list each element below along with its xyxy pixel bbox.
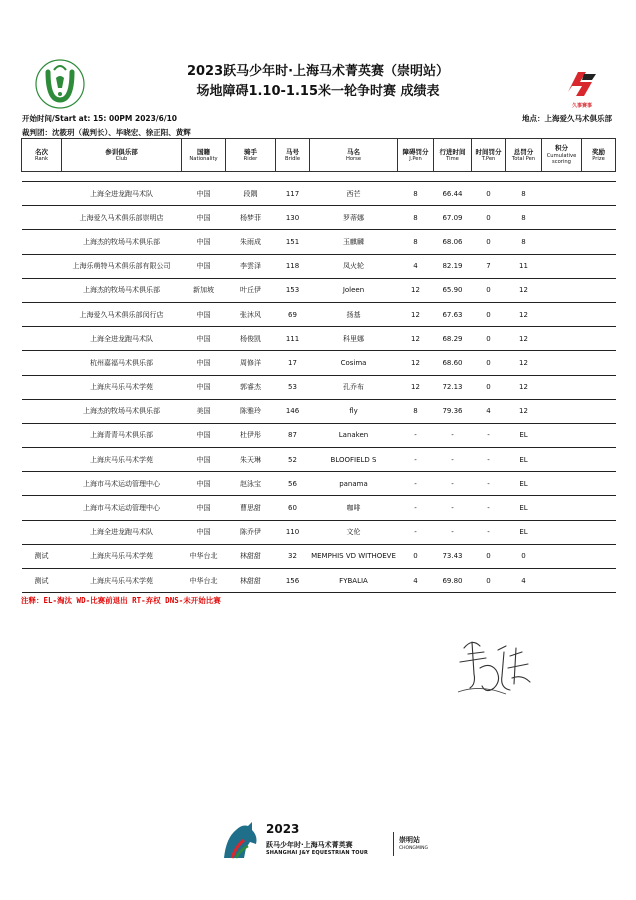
cell-jpen: - <box>398 496 434 520</box>
table-row <box>22 278 616 302</box>
cell-bridle: 156 <box>276 569 310 593</box>
cell-bridle: 118 <box>276 254 310 278</box>
cell-rider: 赵泳宝 <box>226 472 276 496</box>
table-row <box>22 375 616 399</box>
cell-jpen: - <box>398 520 434 544</box>
column-header-en: Bridle <box>284 155 301 162</box>
cell-club: 上海全进龙跑马术队 <box>62 520 182 544</box>
cell-time: 66.44 <box>434 182 472 206</box>
cell-horse: 罗蒂娜 <box>310 206 398 230</box>
column-header-cn: 奖励 <box>592 147 605 156</box>
cell-rank <box>22 448 62 472</box>
cell-jpen: 8 <box>398 399 434 423</box>
column-header <box>226 139 276 172</box>
cell-rank <box>22 351 62 375</box>
cell-nat: 中国 <box>182 254 226 278</box>
cell-prize <box>582 399 616 423</box>
cell-horse: 孔乔布 <box>310 375 398 399</box>
cell-cum <box>542 569 582 593</box>
cell-total: EL <box>506 496 542 520</box>
column-header-cn: 行进时间 <box>439 147 466 156</box>
column-header-en: Cumulative scoring <box>546 152 577 166</box>
column-header-en: Club <box>115 155 128 162</box>
cell-rank <box>22 254 62 278</box>
table-spacer-row <box>22 172 616 182</box>
cell-prize <box>582 472 616 496</box>
cell-rank <box>22 182 62 206</box>
cell-rider: 杨梦菲 <box>226 206 276 230</box>
column-header-en: Rider <box>243 155 258 162</box>
cell-bridle: 60 <box>276 496 310 520</box>
cell-rider: 李雲泽 <box>226 254 276 278</box>
cell-rider: 叶丘伊 <box>226 278 276 302</box>
cell-tpen: 0 <box>472 278 506 302</box>
cell-prize <box>582 520 616 544</box>
footer-title: 2023 <box>266 822 300 836</box>
cell-nat: 中国 <box>182 230 226 254</box>
column-header-en: T.Pen <box>481 155 496 162</box>
table-row <box>22 182 616 206</box>
cell-nat: 中华台北 <box>182 544 226 568</box>
jiushi-logo-text: 久事赛事 <box>571 103 592 109</box>
column-header-cn: 时间罚分 <box>475 147 502 156</box>
cell-rank <box>22 520 62 544</box>
cell-cum <box>542 351 582 375</box>
cell-cum <box>542 206 582 230</box>
table-row <box>22 423 616 447</box>
cell-rider: 朱天琳 <box>226 448 276 472</box>
table-header-row <box>22 139 616 172</box>
column-header-cn: 马号 <box>286 147 299 156</box>
column-header <box>582 139 616 172</box>
cell-total: 8 <box>506 230 542 254</box>
cell-rank <box>22 327 62 351</box>
cell-jpen: 4 <box>398 569 434 593</box>
cell-cum <box>542 230 582 254</box>
start-time: 开始时间/Start at: 15: 00PM 2023/6/10 <box>22 114 178 123</box>
cell-rider: 杜伊彤 <box>226 423 276 447</box>
cell-tpen: 0 <box>472 302 506 326</box>
cell-club: 上海全进龙跑马术队 <box>62 327 182 351</box>
cell-total: 12 <box>506 278 542 302</box>
table-row <box>22 496 616 520</box>
cell-jpen: 4 <box>398 254 434 278</box>
column-header-cn: 障碍罚分 <box>402 147 429 156</box>
cell-horse: Cosima <box>310 351 398 375</box>
cell-rank <box>22 496 62 520</box>
cell-bridle: 146 <box>276 399 310 423</box>
cell-tpen: - <box>472 520 506 544</box>
cell-prize <box>582 206 616 230</box>
column-header-cn: 积分 <box>555 144 568 153</box>
cell-club: 上海市马术运动管理中心 <box>62 472 182 496</box>
cell-total: 0 <box>506 544 542 568</box>
table-row <box>22 230 616 254</box>
cell-club: 上海市马术运动管理中心 <box>62 496 182 520</box>
cell-nat: 中国 <box>182 496 226 520</box>
column-header-cn: 国籍 <box>197 147 210 156</box>
cell-rider: 曹思甜 <box>226 496 276 520</box>
cell-bridle: 53 <box>276 375 310 399</box>
table-row <box>22 399 616 423</box>
footer-english: SHANGHAI J&Y EQUESTRIAN TOUR <box>266 850 369 856</box>
table-row <box>22 520 616 544</box>
cell-cum <box>542 520 582 544</box>
column-header-en: Rank <box>35 155 48 162</box>
cell-prize <box>582 327 616 351</box>
cell-tpen: - <box>472 448 506 472</box>
cell-nat: 中华台北 <box>182 569 226 593</box>
column-header <box>182 139 226 172</box>
cell-time: 72.13 <box>434 375 472 399</box>
cell-cum <box>542 448 582 472</box>
cell-jpen: 12 <box>398 278 434 302</box>
column-header <box>398 139 434 172</box>
cell-prize <box>582 544 616 568</box>
cell-horse: 西芒 <box>310 182 398 206</box>
cell-club: 杭州嘉福马术俱乐部 <box>62 351 182 375</box>
table-row <box>22 569 616 593</box>
footer-logo <box>206 818 432 868</box>
judges: 裁判团：沈筱玥（裁判长）、毕晓宏、徐正阳、黄辉 <box>22 128 191 137</box>
table-row <box>22 254 616 278</box>
column-header-en: Nationality <box>189 155 218 162</box>
cell-prize <box>582 182 616 206</box>
cell-horse: 扬基 <box>310 302 398 326</box>
cell-cum <box>542 399 582 423</box>
footer-subtitle: 跃马少年时·上海马术菁英赛 <box>266 841 353 849</box>
footer-divider <box>393 832 394 856</box>
cell-bridle: 151 <box>276 230 310 254</box>
horse-head-logo-icon <box>218 818 262 862</box>
page-subtitle: 场地障碍1.10-1.15米一轮争时赛 成绩表 <box>196 84 440 99</box>
cell-prize <box>582 254 616 278</box>
cell-club: 上海全进龙跑马术队 <box>62 182 182 206</box>
cell-nat: 中国 <box>182 182 226 206</box>
signature-image <box>450 628 540 703</box>
cell-cum <box>542 182 582 206</box>
column-header-cn: 总罚分 <box>513 147 534 156</box>
cell-total: 12 <box>506 351 542 375</box>
cell-prize <box>582 230 616 254</box>
cell-rank <box>22 375 62 399</box>
cell-jpen: 0 <box>398 544 434 568</box>
cell-time: 65.90 <box>434 278 472 302</box>
cell-total: EL <box>506 472 542 496</box>
cell-nat: 中国 <box>182 520 226 544</box>
cell-prize <box>582 375 616 399</box>
cell-bridle: 32 <box>276 544 310 568</box>
cell-nat: 新加坡 <box>182 278 226 302</box>
column-header-en: Horse <box>345 155 362 162</box>
cell-rider: 杨俊凯 <box>226 327 276 351</box>
venue: 地点：上海爱久马术俱乐部 <box>522 114 612 123</box>
column-header <box>22 139 62 172</box>
column-header <box>276 139 310 172</box>
cell-total: 12 <box>506 327 542 351</box>
table-row <box>22 302 616 326</box>
cell-rank <box>22 472 62 496</box>
column-header <box>62 139 182 172</box>
cell-bridle: 56 <box>276 472 310 496</box>
cell-rider: 陈雅玲 <box>226 399 276 423</box>
cell-time: 82.19 <box>434 254 472 278</box>
cell-total: 8 <box>506 206 542 230</box>
cell-horse: 凤火轮 <box>310 254 398 278</box>
cell-cum <box>542 423 582 447</box>
cell-horse: BLOOFIELD S <box>310 448 398 472</box>
cell-jpen: 8 <box>398 206 434 230</box>
table-row <box>22 472 616 496</box>
cell-horse: MEMPHIS VD WITHOEVE <box>310 544 398 568</box>
cell-bridle: 111 <box>276 327 310 351</box>
cell-rider: 林甜甜 <box>226 544 276 568</box>
cell-nat: 中国 <box>182 327 226 351</box>
cell-nat: 美国 <box>182 399 226 423</box>
cell-prize <box>582 496 616 520</box>
cell-rank <box>22 278 62 302</box>
column-header <box>310 139 398 172</box>
cell-jpen: - <box>398 448 434 472</box>
cell-horse: fly <box>310 399 398 423</box>
cell-jpen: - <box>398 423 434 447</box>
cell-club: 上海庆马乐马术学苑 <box>62 544 182 568</box>
footer-site: 崇明站 <box>399 836 420 844</box>
cell-horse: FYBALIA <box>310 569 398 593</box>
cell-total: 4 <box>506 569 542 593</box>
cell-tpen: 0 <box>472 569 506 593</box>
cell-rider: 张沐风 <box>226 302 276 326</box>
page-title: 2023跃马少年时·上海马术菁英赛（崇明站） <box>186 64 450 79</box>
column-header-en: Time <box>446 155 459 162</box>
cell-horse: 科里娜 <box>310 327 398 351</box>
cell-club: 上海庆马乐马术学苑 <box>62 448 182 472</box>
cell-jpen: 8 <box>398 230 434 254</box>
cell-rank: 测试 <box>22 569 62 593</box>
cell-tpen: 7 <box>472 254 506 278</box>
cell-prize <box>582 302 616 326</box>
cell-prize <box>582 351 616 375</box>
cell-horse: 文伦 <box>310 520 398 544</box>
column-header-cn: 参训俱乐部 <box>105 147 138 156</box>
cell-time: 68.29 <box>434 327 472 351</box>
cell-rider: 陈乔伊 <box>226 520 276 544</box>
cell-time: 73.43 <box>434 544 472 568</box>
cell-bridle: 69 <box>276 302 310 326</box>
cell-club: 上海爱久马术俱乐部闵行店 <box>62 302 182 326</box>
cell-bridle: 52 <box>276 448 310 472</box>
cell-club: 上海杰的牧场马术俱乐部 <box>62 399 182 423</box>
column-header <box>472 139 506 172</box>
cell-tpen: 0 <box>472 206 506 230</box>
cell-jpen: 12 <box>398 375 434 399</box>
cell-prize <box>582 423 616 447</box>
cell-jpen: 12 <box>398 302 434 326</box>
cell-tpen: - <box>472 472 506 496</box>
cell-club: 上海庆马乐马术学苑 <box>62 375 182 399</box>
column-header-cn: 马名 <box>347 147 360 156</box>
cell-time: 69.80 <box>434 569 472 593</box>
results-table <box>21 138 616 593</box>
cell-bridle: 110 <box>276 520 310 544</box>
column-header-en: Prize <box>592 155 605 162</box>
cell-tpen: - <box>472 423 506 447</box>
cell-horse: Joleen <box>310 278 398 302</box>
column-header <box>506 139 542 172</box>
cell-horse: panama <box>310 472 398 496</box>
cell-rank <box>22 399 62 423</box>
cell-jpen: 12 <box>398 351 434 375</box>
cell-total: EL <box>506 520 542 544</box>
cell-total: 8 <box>506 182 542 206</box>
cell-nat: 中国 <box>182 302 226 326</box>
cell-rider: 周修洋 <box>226 351 276 375</box>
cell-club: 上海青青马术俱乐部 <box>62 423 182 447</box>
cell-prize <box>582 569 616 593</box>
table-row <box>22 351 616 375</box>
cell-prize <box>582 278 616 302</box>
cell-total: 12 <box>506 399 542 423</box>
cell-tpen: 0 <box>472 544 506 568</box>
cell-bridle: 17 <box>276 351 310 375</box>
cell-total: 12 <box>506 375 542 399</box>
cell-time: - <box>434 520 472 544</box>
cell-total: EL <box>506 448 542 472</box>
cell-cum <box>542 496 582 520</box>
cell-nat: 中国 <box>182 472 226 496</box>
cell-club: 上海杰的牧场马术俱乐部 <box>62 230 182 254</box>
cell-tpen: 0 <box>472 327 506 351</box>
cell-club: 上海庆马乐马术学苑 <box>62 569 182 593</box>
cell-time: 68.06 <box>434 230 472 254</box>
cell-rank <box>22 230 62 254</box>
cell-nat: 中国 <box>182 351 226 375</box>
cell-cum <box>542 254 582 278</box>
jiushi-logo-icon <box>562 68 602 109</box>
table-row <box>22 544 616 568</box>
cell-rider: 林甜甜 <box>226 569 276 593</box>
cell-rank: 测试 <box>22 544 62 568</box>
cell-time: 79.36 <box>434 399 472 423</box>
cell-cum <box>542 302 582 326</box>
cell-nat: 中国 <box>182 423 226 447</box>
cell-nat: 中国 <box>182 448 226 472</box>
cell-jpen: 12 <box>398 327 434 351</box>
column-header-cn: 骑手 <box>244 147 257 156</box>
cell-total: 11 <box>506 254 542 278</box>
cell-cum <box>542 472 582 496</box>
cell-nat: 中国 <box>182 206 226 230</box>
cell-cum <box>542 544 582 568</box>
cell-cum <box>542 375 582 399</box>
cell-time: 67.09 <box>434 206 472 230</box>
cell-rank <box>22 206 62 230</box>
cell-tpen: 4 <box>472 399 506 423</box>
cell-horse: 咖啡 <box>310 496 398 520</box>
cell-time: - <box>434 496 472 520</box>
cell-total: 12 <box>506 302 542 326</box>
cell-tpen: 0 <box>472 375 506 399</box>
cell-bridle: 153 <box>276 278 310 302</box>
cell-jpen: 8 <box>398 182 434 206</box>
cell-time: - <box>434 448 472 472</box>
cell-time: 68.60 <box>434 351 472 375</box>
cell-bridle: 87 <box>276 423 310 447</box>
cell-rider: 郭睿杰 <box>226 375 276 399</box>
footer-site-english: CHONGMING <box>399 846 428 851</box>
cell-rank <box>22 423 62 447</box>
cell-prize <box>582 448 616 472</box>
cell-jpen: - <box>398 472 434 496</box>
cell-tpen: - <box>472 496 506 520</box>
cell-club: 上海爱久马术俱乐部崇明店 <box>62 206 182 230</box>
cell-time: - <box>434 423 472 447</box>
cell-rank <box>22 302 62 326</box>
table-row <box>22 327 616 351</box>
column-header-en: Total Pen <box>511 155 536 162</box>
cell-horse: 玉麒麟 <box>310 230 398 254</box>
cell-cum <box>542 278 582 302</box>
cell-tpen: 0 <box>472 351 506 375</box>
cell-tpen: 0 <box>472 230 506 254</box>
column-header-cn: 名次 <box>35 147 48 156</box>
table-row <box>22 448 616 472</box>
column-header <box>434 139 472 172</box>
notes: 注释：EL-淘汰 WD-比赛前退出 RT-弃权 DNS-未开始比赛 <box>21 596 221 605</box>
cell-cum <box>542 327 582 351</box>
cell-time: 67.63 <box>434 302 472 326</box>
cell-club: 上海杰的牧场马术俱乐部 <box>62 278 182 302</box>
cell-horse: Lanaken <box>310 423 398 447</box>
table-row <box>22 206 616 230</box>
cell-bridle: 130 <box>276 206 310 230</box>
cell-bridle: 117 <box>276 182 310 206</box>
cell-club: 上海乐萌特马术俱乐部有限公司 <box>62 254 182 278</box>
cell-tpen: 0 <box>472 182 506 206</box>
cell-total: EL <box>506 423 542 447</box>
cell-nat: 中国 <box>182 375 226 399</box>
cell-time: - <box>434 472 472 496</box>
cell-rider: 朱雨成 <box>226 230 276 254</box>
cell-rider: 段隅 <box>226 182 276 206</box>
column-header <box>542 139 582 172</box>
column-header-en: J.Pen <box>409 155 422 162</box>
